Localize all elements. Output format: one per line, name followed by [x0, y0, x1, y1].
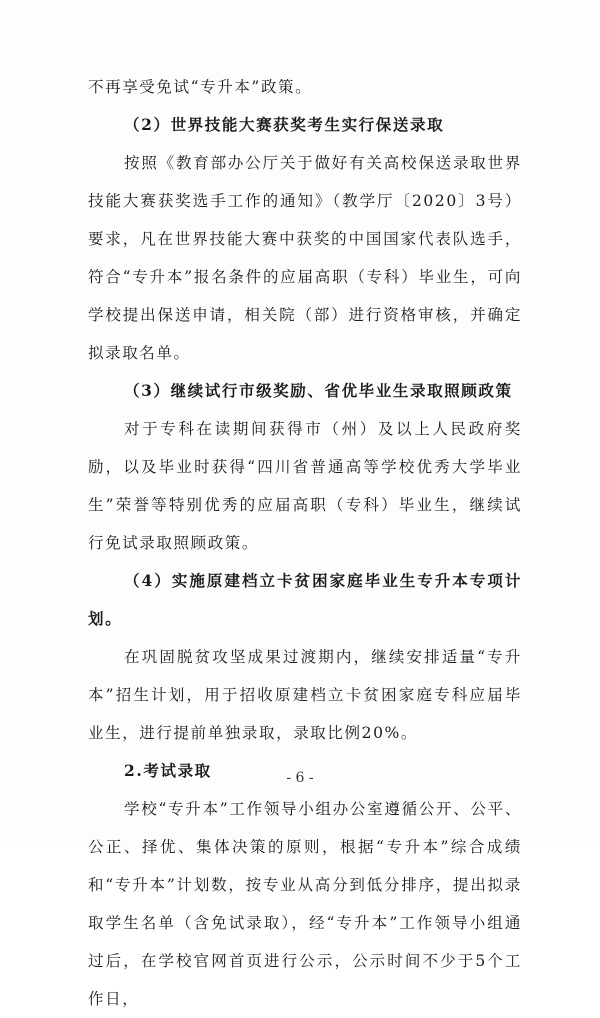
section-heading-exam-admission: 2.考试录取 — [124, 761, 212, 780]
paragraph-exam-admission: 学校“专升本”工作领导小组办公室遵循公开、公平、公正、择优、集体决策的原则，根据“专升本”综合成绩和“专升本”计划数，按专业从高分到低分排序，提出拟录取学生名单（含免试录取），经“专升本”工作领导小组通过后，在学校官网首页进行公示，公示时间不少于5个工作日， — [88, 800, 522, 1008]
paragraph-poverty-plan: 在巩固脱贫攻坚成果过渡期内，继续安排适量“专升本”招生计划，用于招收原建档立卡贫困家庭专科应届毕业生，进行提前单独录取，录取比例20%。 — [88, 648, 522, 742]
paragraph-city-awards: 对于专科在读期间获得市（州）及以上人民政府奖励，以及毕业时获得“四川省普通高等学校优秀大学毕业生”荣誉等特别优秀的应届高职（专科）毕业生，继续试行免试录取照顾政策。 — [88, 420, 522, 552]
section-heading-world-skills: （2）世界技能大赛获奖考生实行保送录取 — [124, 115, 445, 134]
section-heading-poverty-plan: （4）实施原建档立卡贫困家庭毕业生专升本专项计划。 — [88, 571, 522, 628]
paragraph-continuation: 不再享受免试“专升本”政策。 — [88, 78, 313, 96]
page-number: - 6 - — [286, 770, 314, 786]
section-heading-city-awards: （3）继续试行市级奖励、省优毕业生录取照顾政策 — [124, 381, 513, 400]
paragraph-world-skills: 按照《教育部办公厅关于做好有关高校保送录取世界技能大赛获奖选手工作的通知》（教学厅〔2020〕3号）要求，凡在世界技能大赛中获奖的中国国家代表队选手，符合“专升本”报名条件的应届高职（专科）毕业生，可向学校提出保送申请，相关院（部）进行资格审核，并确定拟录取名单。 — [88, 154, 522, 362]
document-body — [88, 68, 522, 1018]
